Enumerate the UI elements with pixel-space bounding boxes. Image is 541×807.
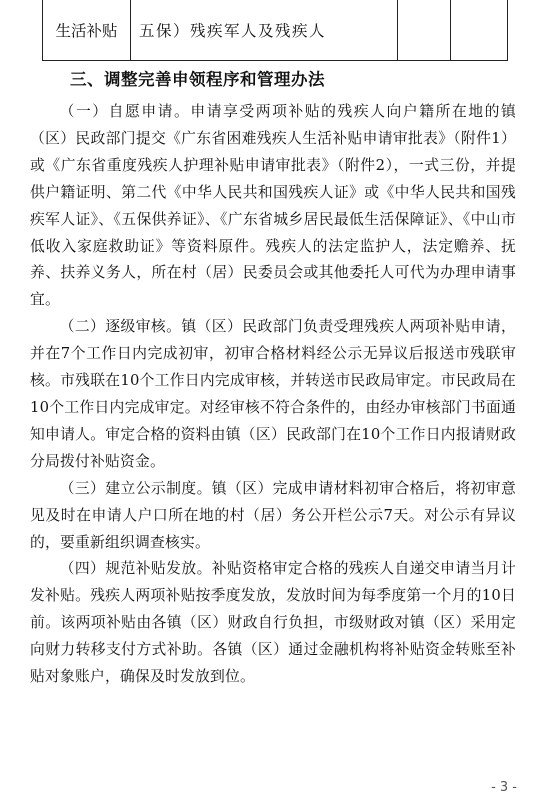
- paragraph-subsidy-payment: （四）规范补贴发放。补贴资格审定合格的残疾人自递交申请当月计发补贴。残疾人两项补贴按季度发放，发放时间为每季度第一个月的10日前。该两项补贴由各镇（区）财政自行负担，市级财政对镇（区）采用定向财力转移支付方式补助。各镇（区）通过金融机构将补贴资金转账至补贴对象账户，确保及时发放到位。: [30, 560, 516, 686]
- table-cell-subsidy-type: 生活补贴: [43, 0, 131, 61]
- table-cell-eligible-recipients: 五保）残疾军人及残疾人: [131, 0, 398, 61]
- body-text: [30, 99, 516, 691]
- section-heading: 三、调整完善申领程序和管理办法: [70, 70, 325, 89]
- table-row: [43, 0, 508, 61]
- page-number: - 3 -: [491, 780, 517, 795]
- subsidy-table-fragment: [42, 0, 508, 61]
- table-cell-empty: [398, 0, 451, 61]
- table-cell-empty: [451, 0, 508, 61]
- paragraph-voluntary-application: （一）自愿申请。申请享受两项补贴的残疾人向户籍所在地的镇（区）民政部门提交《广东省困难残疾人生活补贴申请审批表》（附件1）或《广东省重度残疾人护理补贴申请审批表》（附件2），一式三份，并提供户籍证明、第二代《中华人民共和国残疾人证》或《中华人民共和国残疾军人证》、《五保供养证》、《广东省城乡居民最低生活保障证》、《中山市低收入家庭救助证》等资料原件。残疾人的法定监护人，法定赡养、抚养、扶养义务人，所在村（居）民委员会或其他委托人可代为办理申请事宜。: [30, 103, 516, 309]
- paragraph-step-review: （二）逐级审核。镇（区）民政部门负责受理残疾人两项补贴申请，并在7个工作日内完成初审，初审合格材料经公示无异议后报送市残联审核。市残联在10个工作日内完成审核，并转送市民政局审定。市民政局在10个工作日内完成审定。对经审核不符合条件的，由经办审核部门书面通知申请人。审定合格的资料由镇（区）民政部门在10个工作日内报请财政分局拨付补贴资金。: [30, 318, 516, 470]
- paragraph-public-notice: （三）建立公示制度。镇（区）完成申请材料初审合格后，将初审意见及时在申请人户口所在地的村（居）务公开栏公示7天。对公示有异议的，要重新组织调查核实。: [30, 479, 516, 551]
